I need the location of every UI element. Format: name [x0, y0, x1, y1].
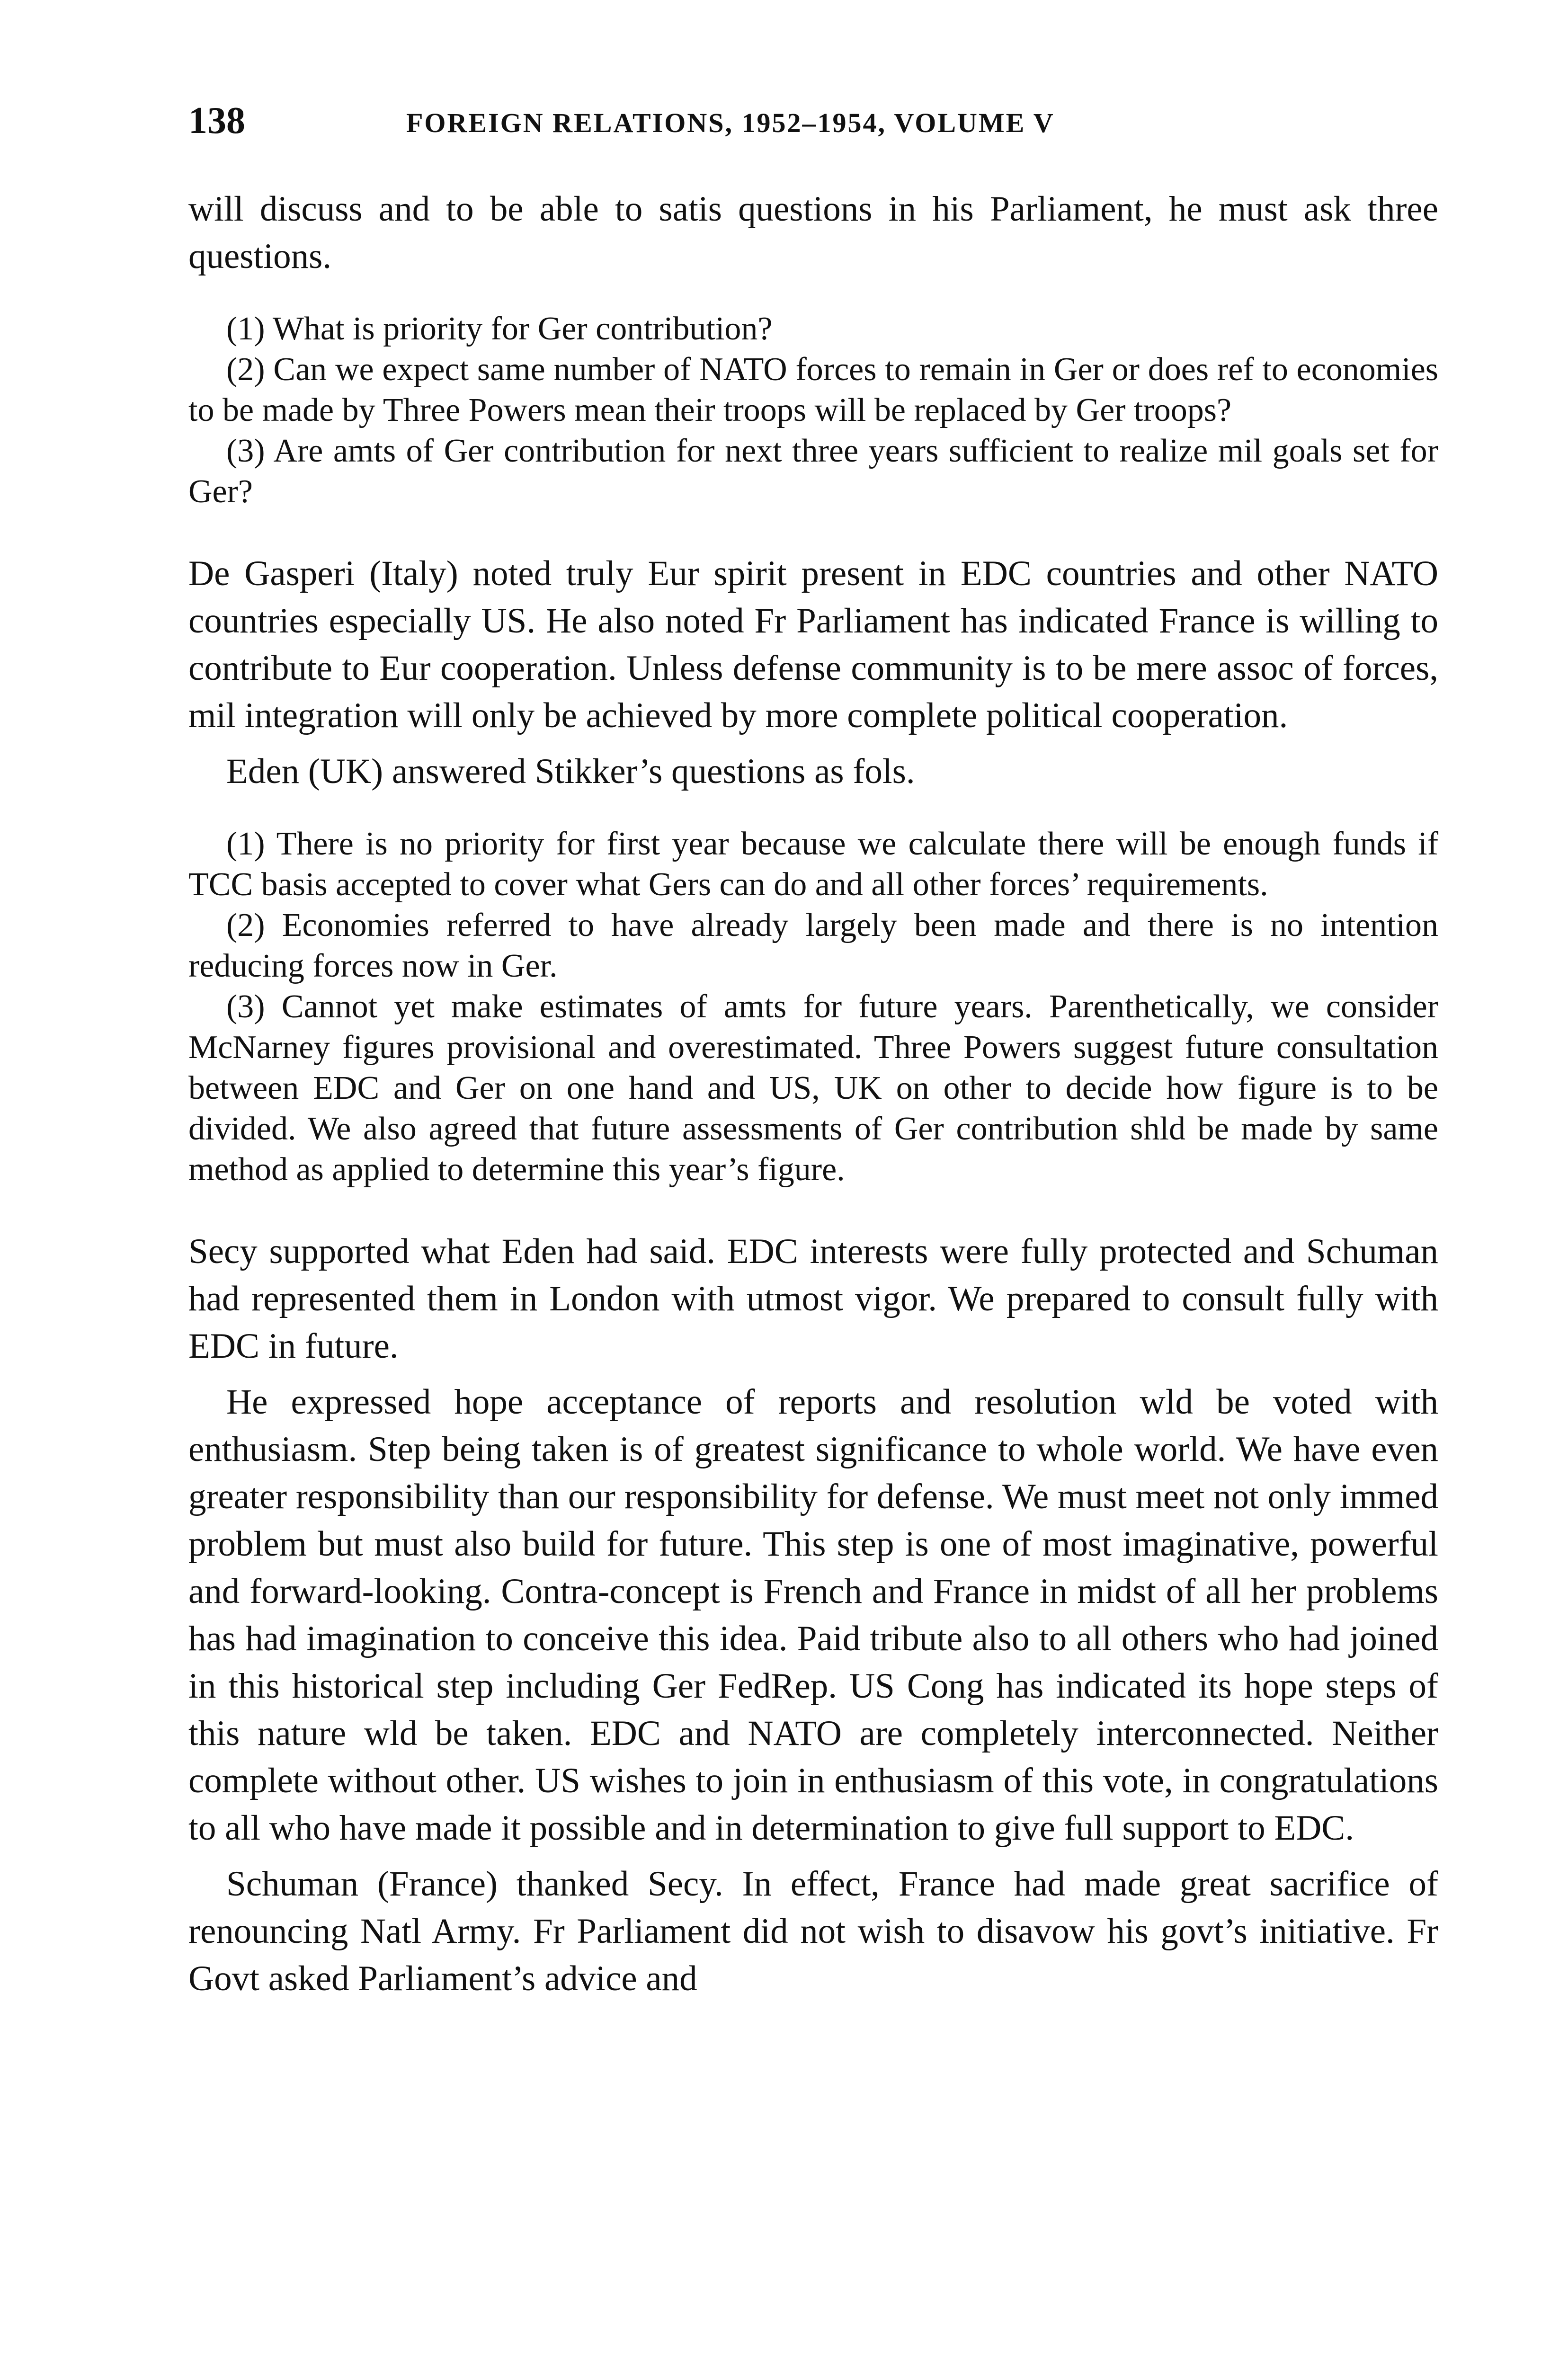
answer-item: (3) Cannot yet make estimates of amts for future years. Parenthetically, we consider McNarney figures provisional and overestimated. Three Powers suggest future consultation between EDC and Ger on one hand and US, UK on other to decide how figure is to be divided. We also agreed that future assessments of Ger contribution shld be made by same method as applied to determine this year’s figure.	[188, 988, 1438, 1188]
question-item: (2) Can we expect same number of NATO forces to remain in Ger or does ref to economies to be made by Three Powers mean their troops will be replaced by Ger troops?	[188, 351, 1438, 428]
paragraph: Eden (UK) answered Stikker’s questions as fols.	[226, 752, 915, 791]
paragraph: will discuss and to be able to satis questions in his Parliament, he must ask three questions.	[188, 189, 1438, 276]
running-head: FOREIGN RELATIONS, 1952–1954, VOLUME V	[406, 107, 1055, 138]
paragraph: Schuman (France) thanked Secy. In effect, France had made great sacrifice of renouncing Natl Army. Fr Parliament did not wish to disavow his govt’s initiative. Fr Govt asked Parliament’s advice and	[188, 1864, 1438, 1998]
page-number: 138	[188, 100, 245, 142]
page-header	[188, 95, 1438, 151]
paragraph: Secy supported what Eden had said. EDC interests were fully protected and Schuman had represented them in London with utmost vigor. We prepared to consult fully with EDC in future.	[188, 1232, 1438, 1366]
question-item: (3) Are amts of Ger contribution for next three years sufficient to realize mil goals set for Ger?	[188, 433, 1438, 510]
answer-item: (2) Economies referred to have already largely been made and there is no intention reducing forces now in Ger.	[188, 907, 1438, 984]
paragraph: De Gasperi (Italy) noted truly Eur spirit present in EDC countries and other NATO countries especially US. He also noted Fr Parliament has indicated France is willing to contribute to Eur cooperation. Unless defense community is to be mere assoc of forces, mil integration will only be achieved by more complete political cooperation.	[188, 554, 1438, 735]
paragraph: He expressed hope acceptance of reports and resolution wld be voted with enthusiasm. Step being taken is of greatest significance to whole world. We have even greater responsibility than our responsibility for defense. We must meet not only immed problem but must also build for future. This step is one of most imaginative, powerful and forward-looking. Contra-concept is French and France in midst of all her problems has had imagination to conceive this idea. Paid tribute also to all others who had joined in this historical step including Ger FedRep. US Cong has indicated its hope steps of this nature wld be taken. EDC and NATO are completely interconnected. Neither complete without other. US wishes to join in enthusiasm of this vote, in congratulations to all who have made it possible and in determination to give full support to EDC.	[188, 1382, 1438, 1848]
question-item: (1) What is priority for Ger contribution?	[226, 311, 773, 347]
body-text	[188, 186, 1438, 2002]
answer-item: (1) There is no priority for first year because we calculate there will be enough funds if TCC basis accepted to cover what Gers can do and all other forces’ requirements.	[188, 826, 1438, 903]
